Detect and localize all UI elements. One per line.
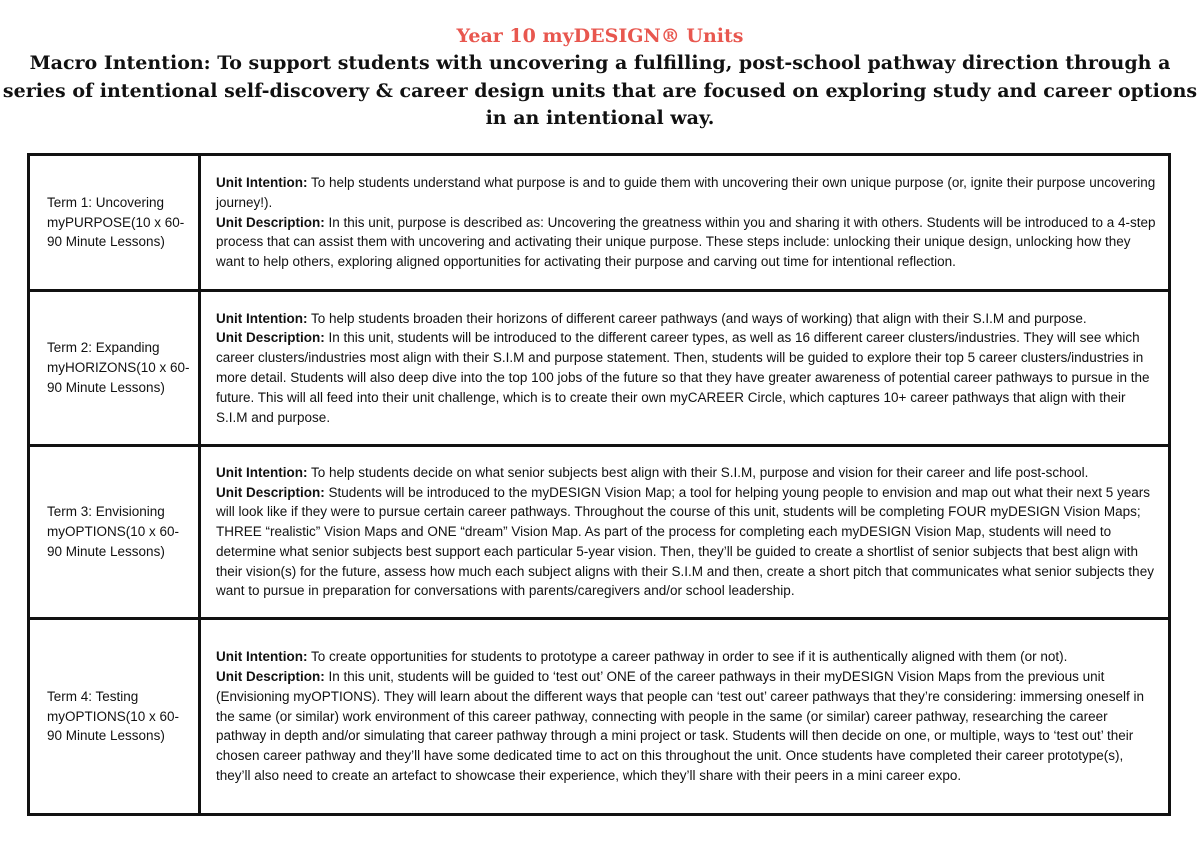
term-1-intention: To help students understand what purpose is and to guide them with uncovering their own unique purpose (or, ignite their purpose uncovering journey!). [216,175,1156,210]
term-2-description: In this unit, students will be introduced to the different career types, as well as 16 different career clusters/industries. They will see which career clusters/industries most align with their S.I.M and purpose statement. Then, students will be guided to explore their top 5 career clusters/industries in more detail. Students will also deep dive into the top 100 jobs of the future so that they have greater awareness of potential career pathways to pursue in the future. This will all feed into their unit challenge, which is to create their own myCAREER Circle, which captures 10+ career pathways that align with their S.I.M and purpose. [216,330,1150,425]
term-4-label: Term 4: Testing myOPTIONS(10 x 60-90 Minute Lessons) [29,619,200,815]
unit-intention-label: Unit Intention: [216,649,308,665]
table-row-term-3 [29,446,1170,619]
table-row-term-4 [29,619,1170,815]
term-2-details [200,291,1170,446]
term-1-label: Term 1: Uncovering myPURPOSE(10 x 60-90 Minute Lessons) [29,155,200,291]
term-1-description: In this unit, purpose is described as: Uncovering the greatness within you and sharing it with others. Students will be introduced to a 4-step process that can assist them with uncovering and activating their unique purpose. These steps include: unlocking their unique design, unlocking how they want to help others, exploring aligned opportunities for activating their purpose and carving out time for intentional reflection. [216,214,1156,270]
term-3-description: Students will be introduced to the myDESIGN Vision Map; a tool for helping young people to envision and map out what their next 5 years will look like if they were to pursue certain career pathways. Throughout the course of this unit, students will be completing FOUR myDESIGN Vision Maps; THREE “realistic” Vision Maps and ONE “dream” Vision Map. As part of the process for completing each myDESIGN Vision Map, students will need to determine what senior subjects best support each particular 5-year vision. Then, they’ll be guided to create a shortlist of senior subjects that best align with their vision(s) for the future, assess how much each subject aligns with their S.I.M and then, create a short pitch that communicates what senior subjects they want to pursue in preparation for conversations with parents/caregivers and/or school leadership. [216,484,1154,599]
term-1-details [200,155,1170,291]
term-3-label: Term 3: Envisioning myOPTIONS(10 x 60-90 Minute Lessons) [29,446,200,619]
unit-intention-label: Unit Intention: [216,464,308,480]
unit-description-label: Unit Description: [216,669,325,684]
unit-description-label: Unit Description: [216,484,325,500]
term-4-description: In this unit, students will be guided to ‘test out’ ONE of the career pathways in their myDESIGN Vision Maps from the previous unit (Envisioning myOPTIONS). They will learn about the different ways that people can ‘test out’ career pathways that they’re considering: immersing oneself in the same (or similar) work environment of this career pathway, connecting with people in the same (or similar) career pathway, researching the career pathway in depth and/or simulating that career pathway through a mini project or task. Students will then decide on one, or multiple, ways to ‘test out’ their chosen career pathway and they’ll have some dedicated time to act on this throughout the unit. Once students have completed their career prototype(s), they’ll also need to create an artefact to showcase their experience, which they’ll share with their peers in a mini career expo. [216,669,1144,783]
term-4-intention: To create opportunities for students to prototype a career pathway in order to see if it is authentically aligned with them (or not). [311,649,1068,665]
unit-description-label: Unit Description: [216,330,325,346]
term-2-label: Term 2: Expanding myHORIZONS(10 x 60-90 Minute Lessons) [29,291,200,446]
unit-intention-label: Unit Intention: [216,175,308,190]
table-row-term-1 [29,155,1170,291]
term-2-intention: To help students broaden their horizons of different career pathways (and ways of working) that align with their S.I.M and purpose. [311,310,1087,326]
unit-intention-label: Unit Intention: [216,310,308,326]
table-row-term-2 [29,291,1170,446]
term-3-intention: To help students decide on what senior subjects best align with their S.I.M, purpose and vision for their career and life post-school. [311,464,1089,480]
term-4-details [200,619,1170,815]
term-3-details [200,446,1170,619]
macro-intention: Macro Intention: To support students with uncovering a fulfilling, post-school pathway direction through a series of intentional self-discovery & career design units that are focused on exploring study and career options in an intentional way. [2,52,1198,129]
units-table [27,153,1171,816]
page-title: Year 10 myDESIGN® Units [456,25,744,47]
unit-description-label: Unit Description: [216,214,325,230]
